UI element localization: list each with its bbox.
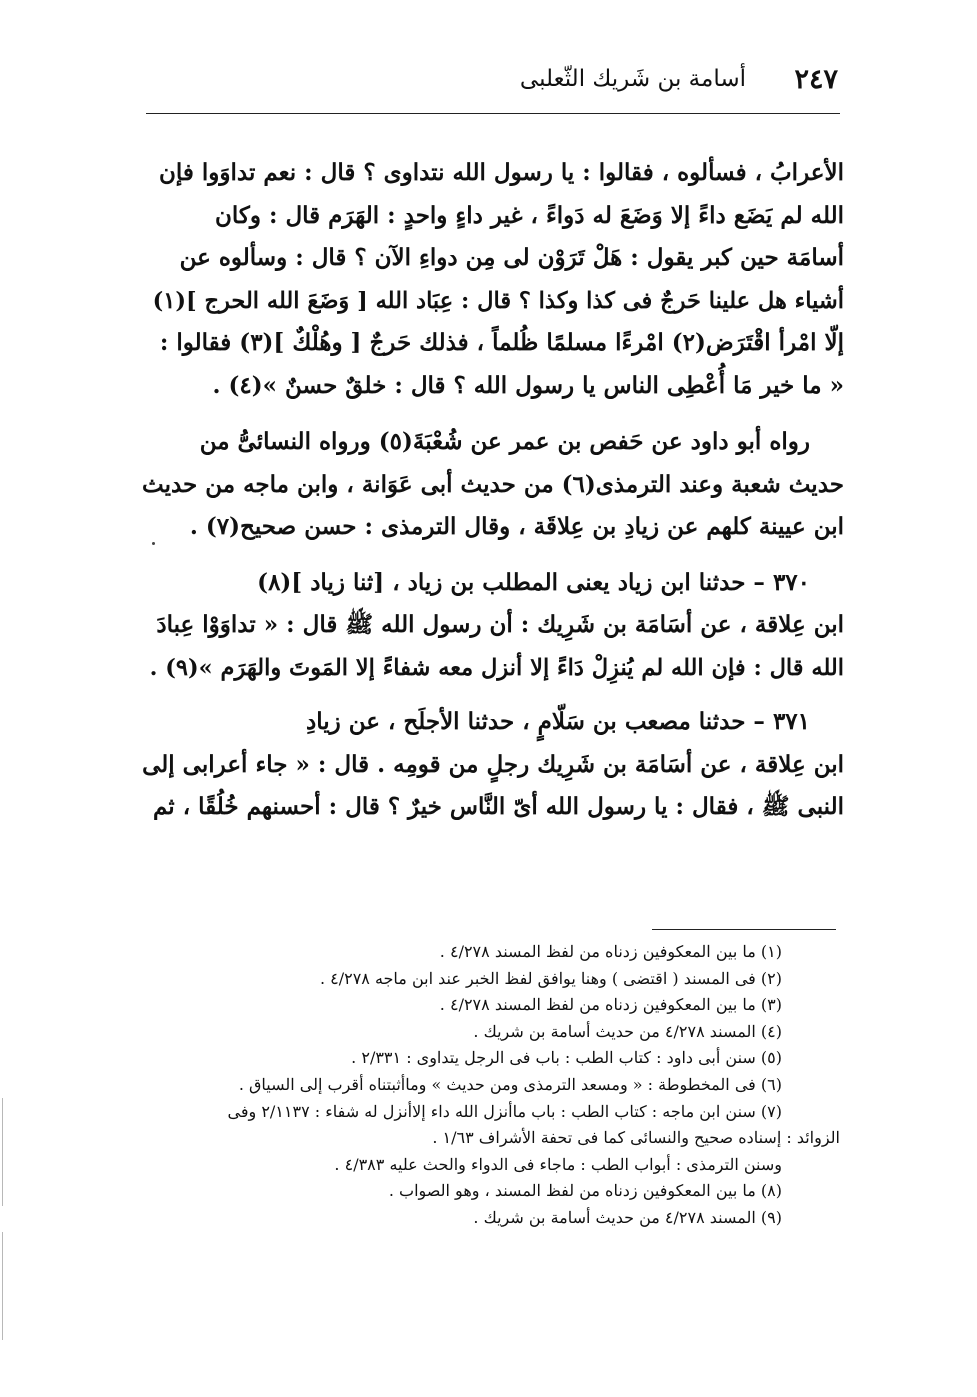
paragraph-takhrij <box>138 421 844 549</box>
text-line: ٣٧٠ – حدثنا ابن زياد يعنى المطلب بن زياد ، [ثنا زياد ](٨) <box>257 568 810 596</box>
text-line: ابن عِلاقة ، عن أسَامَة بن شَرِيك : أن رسول الله ﷺ قال : « تداوَوْا عِبادَ <box>156 611 844 638</box>
footnote-continuation: الزوائد : إسناده صحيح والنسائى كما فى تحفة الأشراف ١/٦٣ . <box>432 1128 840 1148</box>
footnotes <box>150 939 840 1232</box>
footnote: (٦) فى المخطوطة : « ومسعد الترمذى ومن حديث » وماأثبتناه أقرب إلى السياق . <box>238 1074 782 1094</box>
page-number: ٢٤٧ <box>794 64 838 95</box>
footnote: (٣) ما بين المعكوفين زدناه من لفظ المسند ٤/٢٧٨ . <box>439 995 782 1015</box>
text-line: أسامَة حين كبر يقول : هَلْ تَرَوْن لى مِن دواءِ الآن ؟ قال : وسألوه عن <box>179 244 844 271</box>
text-line: « ما خير مَا أُعْطِى الناس يا رسول الله ؟ قال : خلقٌ حسنٌ »(٤) . <box>212 371 844 399</box>
footnote-separator <box>652 929 836 930</box>
paragraph-hadith-371 <box>138 701 844 829</box>
text-line: ابن عِلاقة ، عن أسَامَة بن شَرِيك رجلٍ من قومِه . قال : « جاء أعرابى إلى <box>142 750 844 778</box>
footnote: (٤) المسند ٤/٢٧٨ من حديث أسامة بن شريك . <box>473 1021 782 1041</box>
footnote-continuation: وسنن الترمذى : أبواب الطب : ماجاء فى الدواء والحث عليه ٤/٣٨٣ . <box>334 1154 782 1174</box>
footnote: (٢) فى المسند ( اقتضى ) وهنا يوافق لفظ الخبر عند ابن ماجه ٤/٢٧٨ . <box>319 968 782 988</box>
paragraph-hadith-370 <box>138 562 844 690</box>
text-line: رواه أبو داود عن حَفص بن عمر عن شُعْبَةَ(٥) ورواه النسائىُّ من <box>199 428 810 455</box>
text-line: إلّا امْرأ اقْتَرَض(٢) امْرءًا مسلمًا ظُلماً ، فذلك حَرجٌ [ وهُلْكٌ ](٣) فقالوا : <box>159 329 844 356</box>
footnote: (٨) ما بين المعكوفين زدناه من لفظ المسند ، وهو الصواب . <box>388 1181 782 1201</box>
running-header <box>150 64 838 104</box>
paragraph-hadith-text <box>138 152 844 407</box>
text-line: أشياء هل علينا حَرجٌ فى كذا وكذا ؟ قال : عِبَاد الله [ وَضَعَ الله الحرج ](١) <box>152 287 844 314</box>
footnote: (١) ما بين المعكوفين زدناه من لفظ المسند ٤/٢٧٨ . <box>439 942 782 961</box>
text-line: حديث شعبة وعند الترمذى(٦) من حديث أبى عَوَانة ، وابن ماجه من حديث <box>141 470 844 498</box>
running-title: أسامة بن شَريك الثّعلبى <box>519 66 746 92</box>
header-rule <box>146 113 840 114</box>
text-line: النبى ﷺ ، فقال : يا رسول الله أىّ النَّاس خيرٌ ؟ قال : أحسنهم خُلُقًا ، ثم <box>153 793 844 820</box>
footnote: (٧) سنن ابن ماجه : كتاب الطب : باب ماأنزل الله داء إلاأنزل له شفاء : ٢/١١٣٧ وفى <box>227 1101 782 1121</box>
scan-margin-mark <box>2 1098 3 1206</box>
scan-margin-mark <box>2 1232 3 1340</box>
text-line: الله لم يَضَع داءً إلا وَضَعَ له دَواءً ، غير داءٍ واحدٍ : الهَرَم قال : وكان <box>215 201 844 229</box>
text-line: الأعرابُ ، فسألوه ، فقالوا : يا رسول الله نتداوى ؟ قال : نعم تداوَوا فإن <box>158 159 844 186</box>
scan-speck <box>152 542 155 545</box>
text-line: ٣٧١ – حدثنا مصعب بن سَلّامٍ ، حدثنا الأجلَح ، عن زيادِ <box>305 708 810 735</box>
footnote: (٥) سنن أبى داود : كتاب الطب : باب فى الرجل يتداوى : ٢/٣٣١ . <box>351 1048 782 1068</box>
text-line: ابن عيينة كلهم عن زيادِ بن عِلاقَة ، وقال الترمذى : حسن صحيح(٧) . <box>189 513 844 540</box>
text-line: الله قال : فإن الله لم يُنزِلْ دَاءً إلا أنزل معه شفاءً إلا المَوتَ والهَرَم »(٩) . <box>149 654 844 681</box>
footnote: (٩) المسند ٤/٢٧٨ من حديث أسامة بن شريك . <box>473 1207 782 1227</box>
main-text <box>138 152 844 829</box>
